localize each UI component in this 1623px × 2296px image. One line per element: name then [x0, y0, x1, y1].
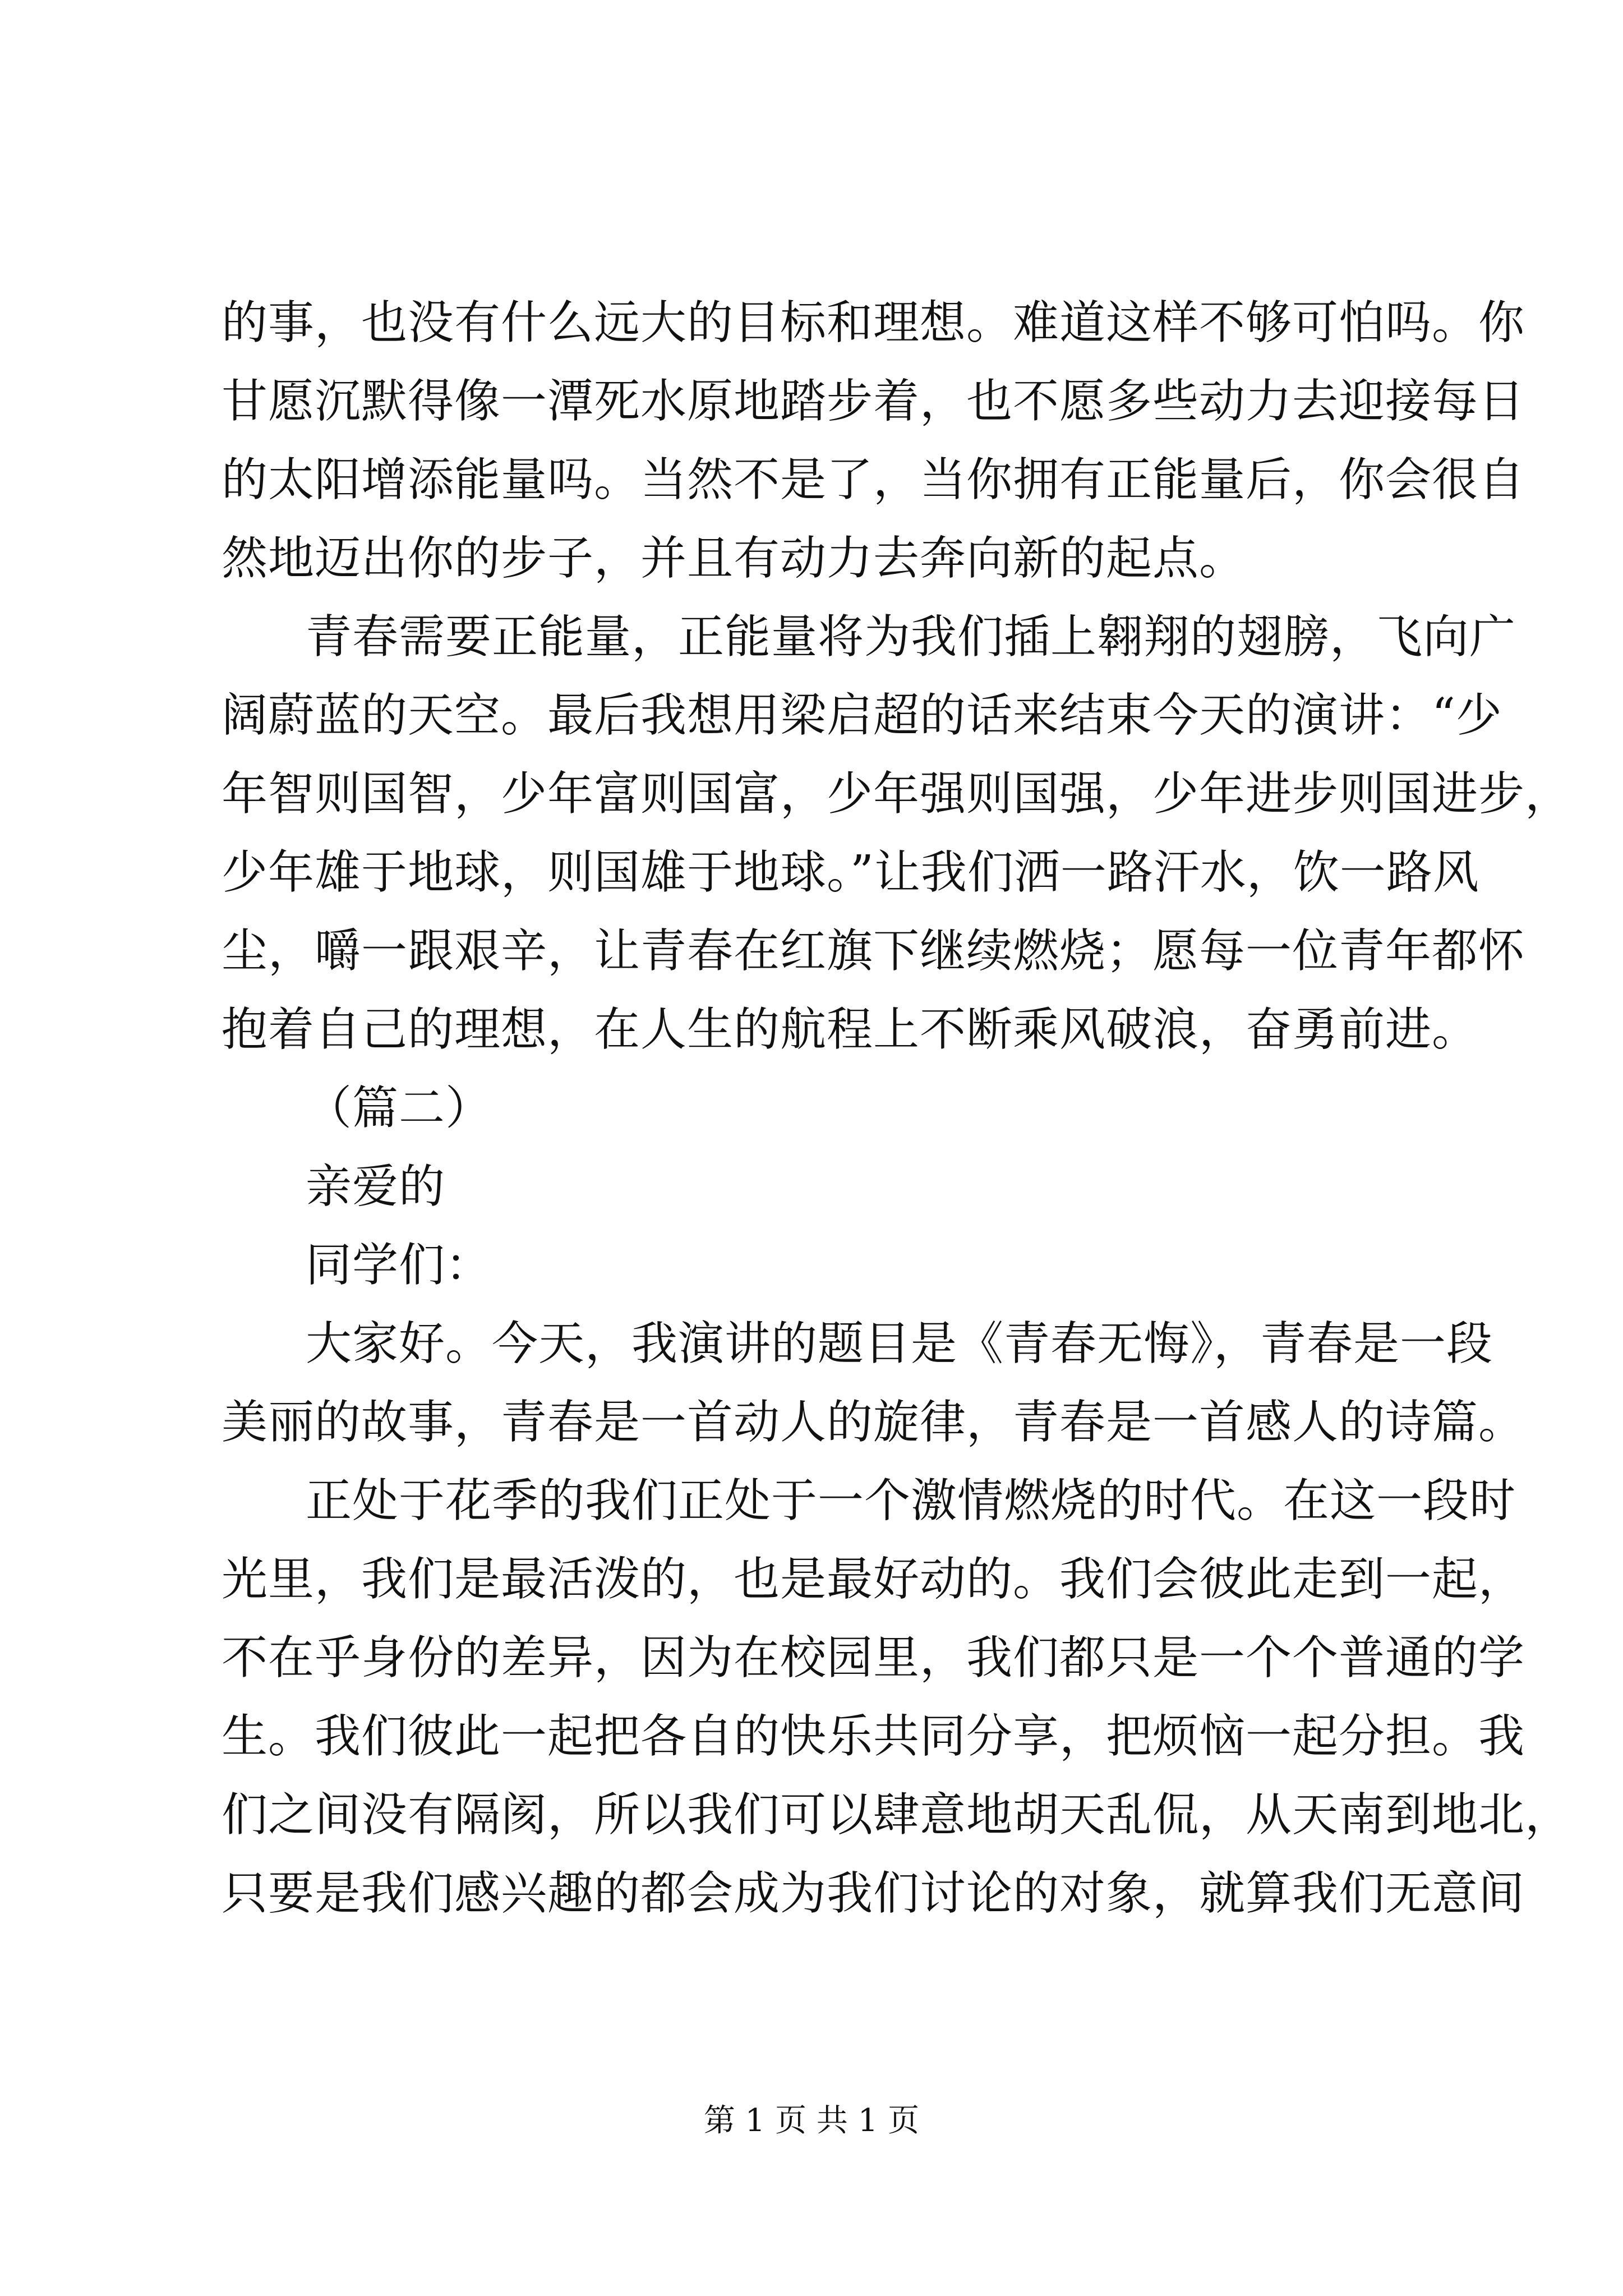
text-line: 的事，也没有什么远大的目标和理想。难道这样不够可怕吗。你	[222, 296, 1525, 349]
text-line: 的太阳增添能量吗。当然不是了，当你拥有正能量后，你会很自	[222, 453, 1525, 507]
text-line: 少年雄于地球，则国雄于地球。”让我们洒一路汗水，饮一路风	[222, 846, 1479, 899]
text-line: 不在乎身份的差异，因为在校园里，我们都只是一个个普通的学	[222, 1631, 1525, 1685]
text-line: 年智则国智，少年富则国富，少年强则国强，少年进步则国进步，	[222, 767, 1572, 821]
paragraph-start-line: 大家好。今天，我演讲的题目是《青春无悔》，青春是一段	[306, 1317, 1493, 1370]
salutation-line: 亲爱的	[306, 1160, 446, 1213]
text-line: 美丽的故事，青春是一首动人的旋律，青春是一首感人的诗篇。	[222, 1396, 1525, 1449]
salutation-line: 同学们：	[306, 1239, 492, 1292]
text-line: 然地迈出你的步子，并且有动力去奔向新的起点。	[222, 532, 1246, 585]
text-line: 生。我们彼此一起把各自的快乐共同分享，把烦恼一起分担。我	[222, 1710, 1525, 1763]
page-footer: 第 1 页 共 1 页	[703, 2102, 920, 2139]
text-line: 甘愿沉默得像一潭死水原地踏步着，也不愿多些动力去迎接每日	[222, 375, 1525, 428]
text-line: 尘，嚼一跟艰辛，让青春在红旗下继续燃烧；愿每一位青年都怀	[222, 924, 1525, 978]
text-line: 们之间没有隔阂，所以我们可以肆意地胡天乱侃，从天南到地北，	[222, 1788, 1572, 1842]
paragraph-start-line: 正处于花季的我们正处于一个激情燃烧的时代。在这一段时	[306, 1474, 1516, 1527]
text-line: 阔蔚蓝的天空。最后我想用梁启超的话来结束今天的演讲：“少	[222, 689, 1502, 742]
text-line: 抱着自己的理想，在人生的航程上不断乘风破浪，奋勇前进。	[222, 1003, 1479, 1056]
text-line: 只要是我们感兴趣的都会成为我们讨论的对象，就算我们无意间	[222, 1867, 1525, 1920]
paragraph-start-line: 青春需要正能量，正能量将为我们插上翱翔的翅膀，飞向广	[306, 610, 1516, 664]
section-heading: （篇二）	[306, 1082, 492, 1135]
text-line: 光里，我们是最活泼的，也是最好动的。我们会彼此走到一起，	[222, 1553, 1525, 1606]
